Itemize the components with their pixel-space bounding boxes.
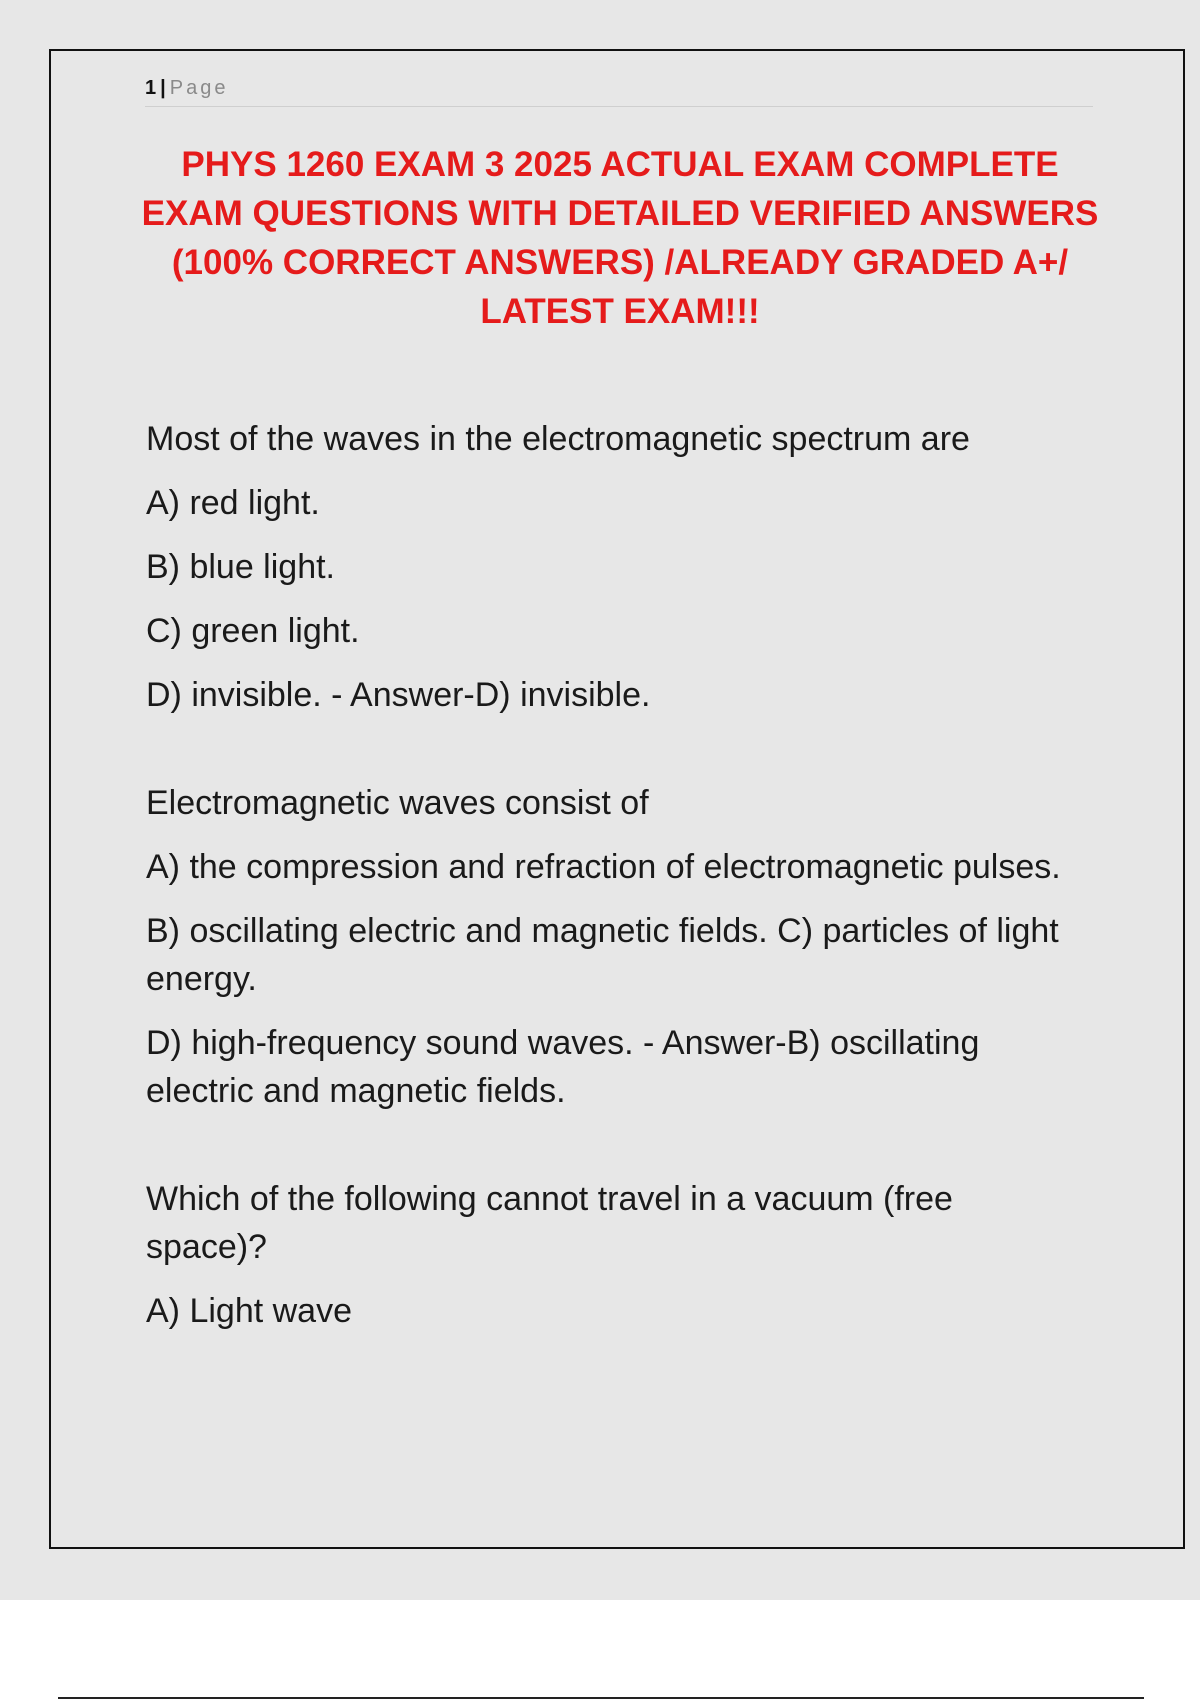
question-text: Most of the waves in the electromagnetic spectrum are xyxy=(146,420,970,458)
page-separator: | xyxy=(160,77,166,99)
answer-option: A) Light wave xyxy=(146,1292,352,1330)
answer-option: A) red light. xyxy=(146,484,320,522)
answer-option: B) blue light. xyxy=(146,548,335,586)
question-block xyxy=(146,1175,1076,1335)
answer-option: A) the compression and refraction of electromagnetic pulses. xyxy=(146,848,1061,886)
answer-option: B) oscillating electric and magnetic fields. C) particles of light energy. xyxy=(146,912,1059,998)
page-header xyxy=(145,74,1093,107)
question-block xyxy=(146,779,1076,1115)
document-title: PHYS 1260 EXAM 3 2025 ACTUAL EXAM COMPLETE EXAM QUESTIONS WITH DETAILED VERIFIED ANSWERS (100% CORRECT ANSWERS) /ALREADY GRADED A+/ LATEST EXAM!!! xyxy=(141,145,1099,331)
question-text: Electromagnetic waves consist of xyxy=(146,784,649,822)
question-text: Which of the following cannot travel in a vacuum (free space)? xyxy=(146,1180,953,1266)
bottom-rule xyxy=(58,1697,1144,1699)
page-label: Page xyxy=(169,77,229,99)
question-list xyxy=(146,415,1076,1351)
answer-option: C) green light. xyxy=(146,612,360,650)
answer-option: D) high-frequency sound waves. - Answer-B) oscillating electric and magnetic fields. xyxy=(146,1024,980,1110)
page-number: 1 xyxy=(145,77,157,99)
question-block xyxy=(146,415,1076,719)
answer-option: D) invisible. - Answer-D) invisible. xyxy=(146,676,651,714)
